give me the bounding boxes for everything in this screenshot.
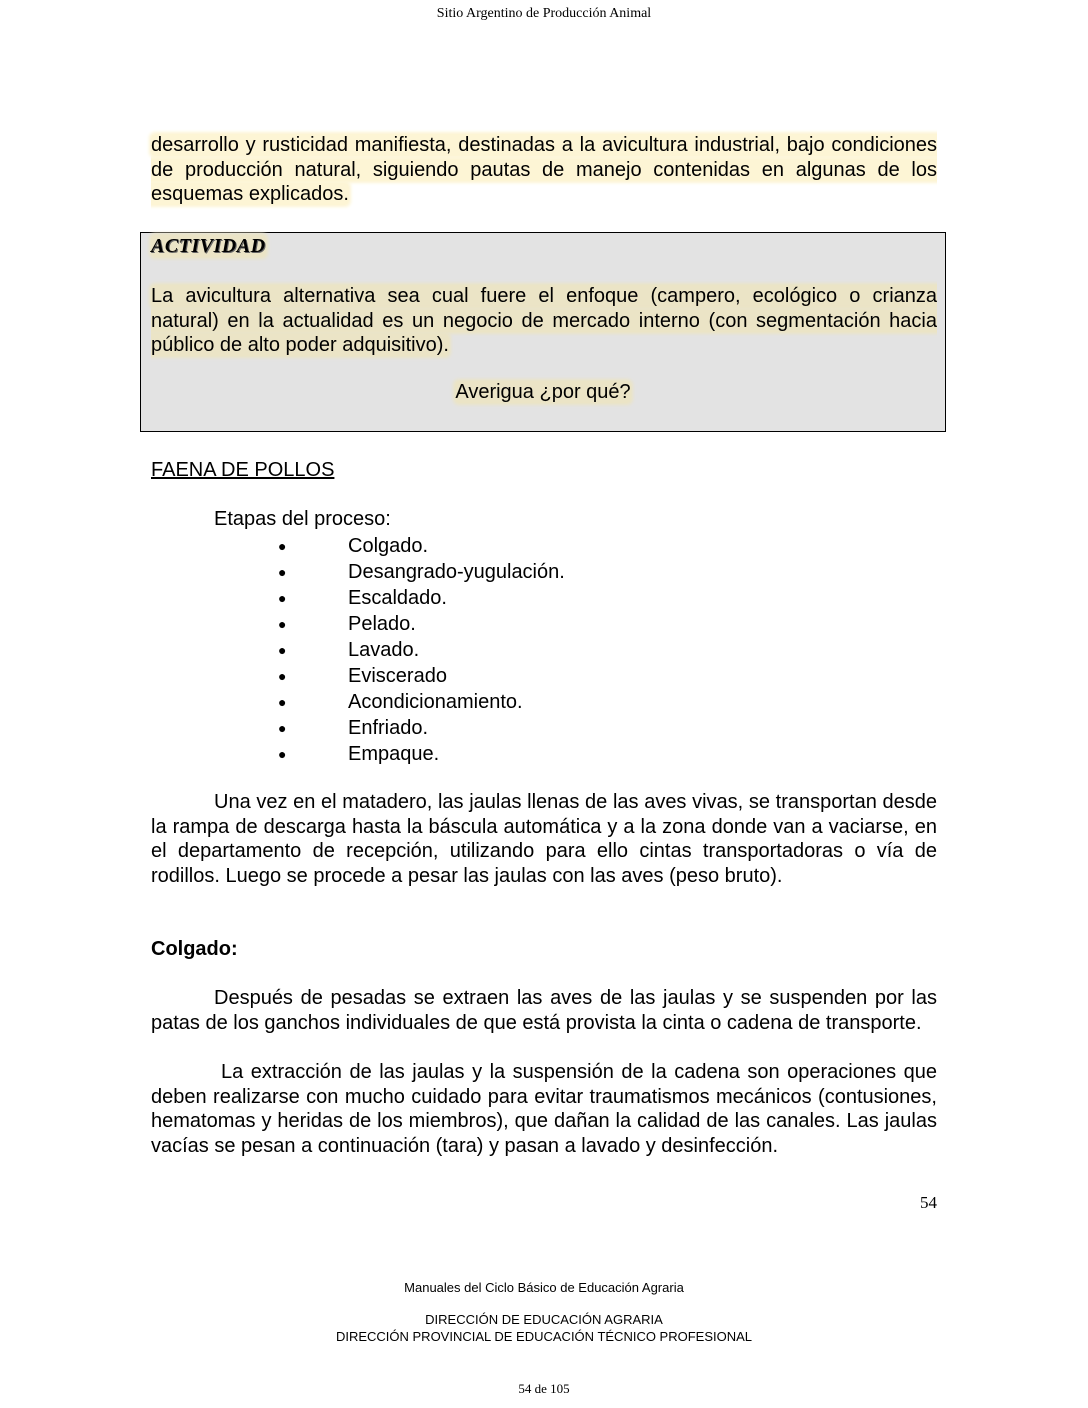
stage-label: Escaldado. bbox=[348, 587, 447, 609]
activity-question-text: Averigua ¿por qué? bbox=[455, 381, 631, 403]
footer-direction-1: DIRECCIÓN DE EDUCACIÓN AGRARIA bbox=[425, 1312, 663, 1327]
transport-paragraph bbox=[151, 790, 937, 888]
stage-label: Empaque. bbox=[348, 743, 440, 765]
activity-question bbox=[140, 381, 946, 404]
colgado-heading: Colgado: bbox=[151, 938, 238, 960]
activity-text bbox=[151, 284, 937, 358]
stage-item bbox=[270, 715, 565, 741]
stage-item bbox=[270, 689, 565, 715]
page-number: 54 bbox=[920, 1193, 937, 1212]
stage-item bbox=[270, 663, 565, 689]
colgado-paragraph-2 bbox=[151, 1060, 937, 1158]
stage-label: Enfriado. bbox=[348, 717, 429, 739]
stages-intro: Etapas del proceso: bbox=[214, 508, 391, 530]
stage-item bbox=[270, 585, 565, 611]
stage-label: Desangrado-yugulación. bbox=[348, 561, 565, 583]
footer-direction-2: DIRECCIÓN PROVINCIAL DE EDUCACIÓN TÉCNICO PROFESIONAL bbox=[335, 1329, 753, 1344]
bullet-icon: ● bbox=[278, 590, 287, 606]
colgado-paragraph-2-text: La extracción de las jaulas y la suspensión de la cadena son operaciones que deben realizarse con mucho cuidado para evitar traumatismos mecánicos (contusiones, hematomas y heridas de los miembros), que dañan la calidad de las canales. Las jaulas vacías se pesan a continuación (tara) y pasan a lavado y desinfección. bbox=[151, 1061, 937, 1157]
bullet-icon: ● bbox=[278, 564, 287, 580]
stage-item bbox=[270, 637, 565, 663]
bullet-icon: ● bbox=[278, 694, 287, 710]
intro-paragraph-text: desarrollo y rusticidad manifiesta, destinadas a la avicultura industrial, bajo condiciones de producción natural, siguiendo pautas de manejo contenidas en algunas de los esquemas explicados. bbox=[151, 134, 937, 206]
bullet-icon: ● bbox=[278, 538, 287, 554]
activity-title-text: ACTIVIDAD bbox=[151, 235, 266, 257]
colgado-paragraph-1-text: Después de pesadas se extraen las aves de las jaulas y se suspenden por las patas de los ganchos individuales de que está provista la cinta o cadena de transporte. bbox=[151, 987, 937, 1034]
stage-item bbox=[270, 611, 565, 637]
stage-label: Pelado. bbox=[348, 613, 416, 635]
stage-label: Lavado. bbox=[348, 639, 420, 661]
bullet-icon: ● bbox=[278, 746, 287, 762]
stage-item bbox=[270, 741, 565, 767]
stage-label: Colgado. bbox=[348, 535, 429, 557]
stage-item bbox=[270, 533, 565, 559]
stage-label: Eviscerado bbox=[348, 665, 447, 687]
stage-label: Acondicionamiento. bbox=[348, 691, 523, 713]
section-title: FAENA DE POLLOS bbox=[151, 459, 335, 481]
running-header: Sitio Argentino de Producción Animal bbox=[436, 6, 652, 21]
stage-item bbox=[270, 559, 565, 585]
bullet-icon: ● bbox=[278, 642, 287, 658]
bullet-icon: ● bbox=[278, 616, 287, 632]
colgado-paragraph-1 bbox=[151, 986, 937, 1035]
activity-title bbox=[151, 235, 266, 258]
bullet-icon: ● bbox=[278, 668, 287, 684]
footer-manual: Manuales del Ciclo Básico de Educación Agraria bbox=[404, 1280, 684, 1295]
footer-page-count: 54 de 105 bbox=[518, 1381, 570, 1396]
stage-list bbox=[270, 533, 565, 767]
transport-paragraph-text: Una vez en el matadero, las jaulas llenas de las aves vivas, se transportan desde la rampa de descarga hasta la báscula automática y a la zona donde van a vaciarse, en el departamento de recepción, utilizando para ello cintas transportadoras o vía de rodillos. Luego se procede a pesar las jaulas con las aves (peso bruto). bbox=[151, 791, 937, 887]
activity-text-body: La avicultura alternativa sea cual fuere el enfoque (campero, ecológico o crianza natural) en la actualidad es un negocio de mercado interno (con segmentación hacia público de alto poder adquisitivo). bbox=[151, 285, 937, 357]
bullet-icon: ● bbox=[278, 720, 287, 736]
intro-paragraph bbox=[151, 133, 937, 207]
